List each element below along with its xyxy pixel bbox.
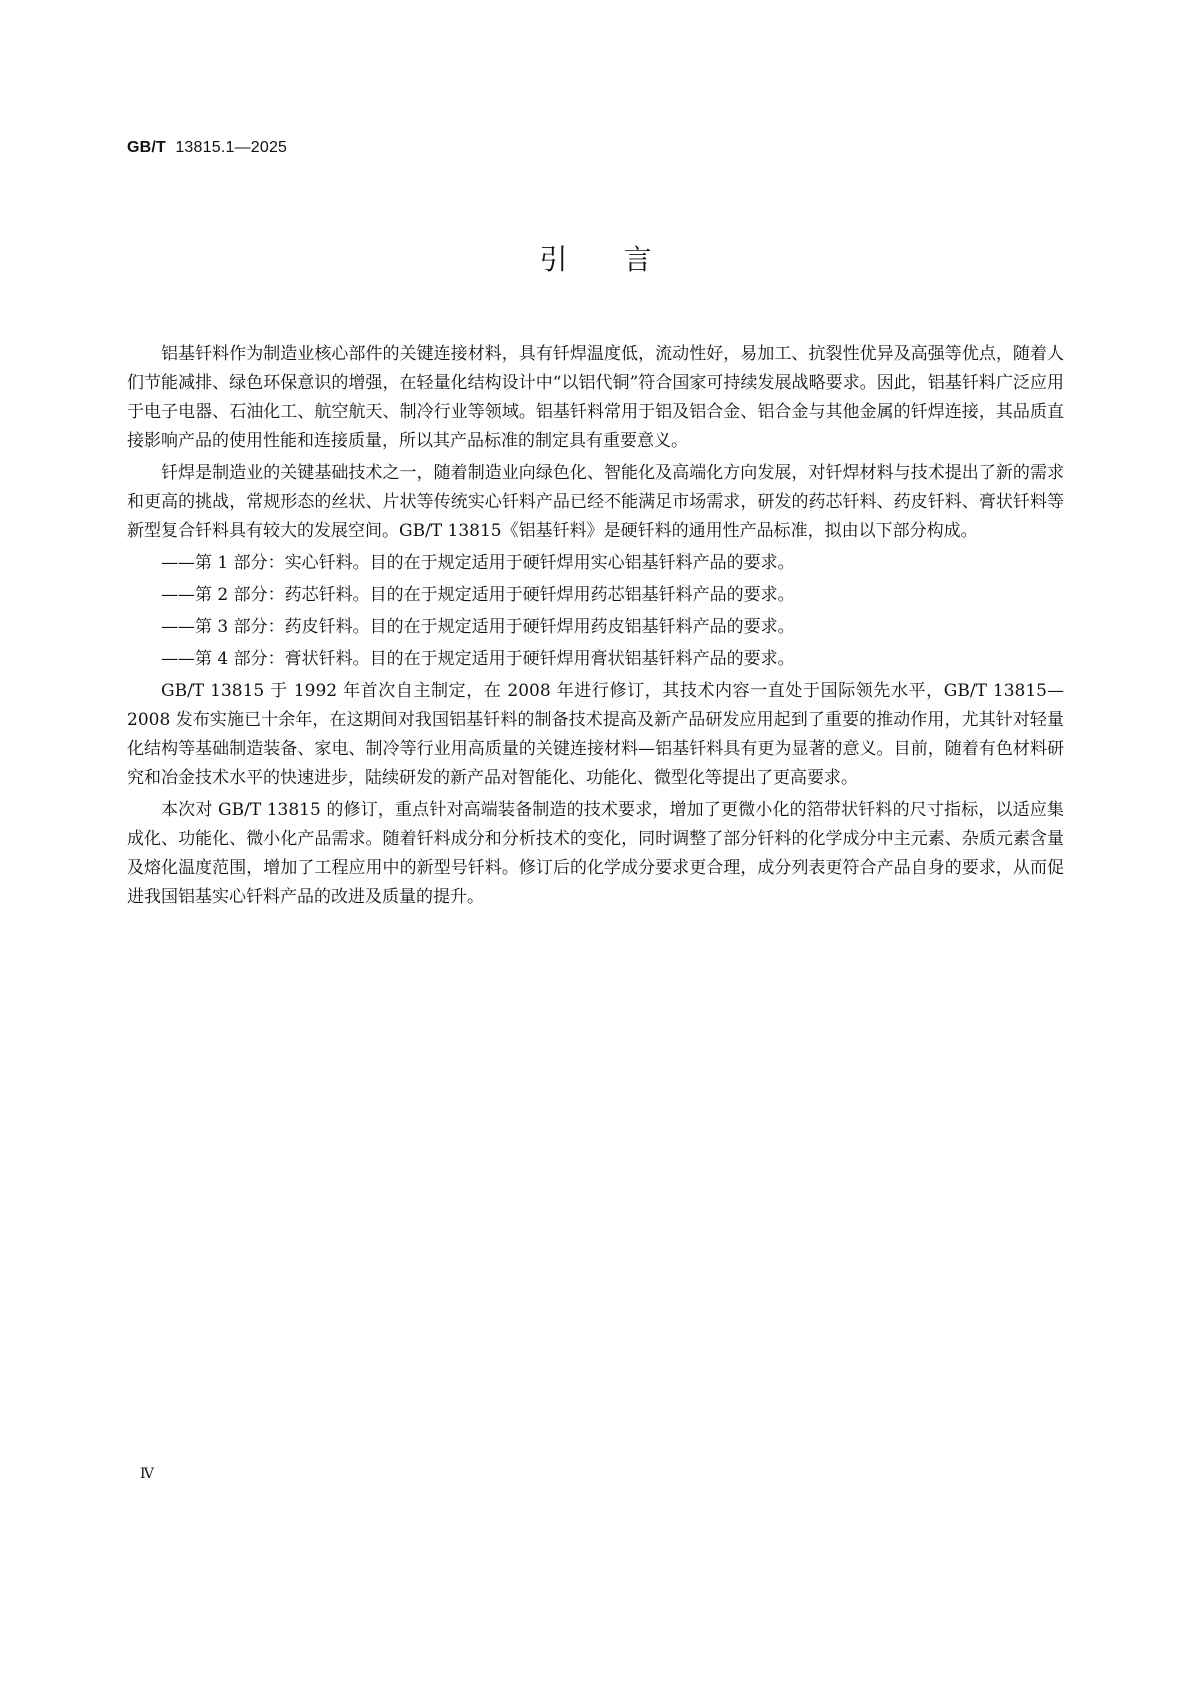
standard-code-header [127,139,287,157]
list-item-part-2: ——第 2 部分：药芯钎料。目的在于规定适用于硬钎焊用药芯铝基钎料产品的要求。 [161,585,795,605]
paragraph-intro-materials: 铝基钎料作为制造业核心部件的关键连接材料，具有钎焊温度低，流动性好，易加工、抗裂性优异及高强等优点，随着人们节能减排、绿色环保意识的增强，在轻量化结构设计中“以铝代铜”符合国家可持续发展战略要求。因此，铝基钎料广泛应用于电子电器、石油化工、航空航天、制冷行业等领域。铝基钎料常用于铝及铝合金、铝合金与其他金属的钎焊连接，其品质直接影响产品的使用性能和连接质量，所以其产品标准的制定具有重要意义。 [127,344,1064,451]
paragraph-history: GB/T 13815 于 1992 年首次自主制定，在 2008 年进行修订，其技术内容一直处于国际领先水平，GB/T 13815—2008 发布实施已十余年，在这期间对我国铝基钎料的制备技术提高及新产品研发应用起到了重要的推动作用，尤其针对轻量化结构等基础制造装备、家电、制冷等行业用高质量的关键连接材料—铝基钎料具有更为显著的意义。目前，随着有色材料研究和冶金技术水平的快速进步，陆续研发的新产品对智能化、功能化、微型化等提出了更高要求。 [127,681,1064,788]
standard-prefix: GB/T [127,139,167,156]
page-title: 引言 [539,243,708,276]
standard-number: 13815.1—2025 [175,139,288,156]
paragraph-revision: 本次对 GB/T 13815 的修订，重点针对高端装备制造的技术要求，增加了更微小化的箔带状钎料的尺寸指标，以适应集成化、功能化、微小化产品需求。随着钎料成分和分析技术的变化，同时调整了部分钎料的化学成分中主元素、杂质元素含量及熔化温度范围，增加了工程应用中的新型号钎料。修订后的化学成分要求更合理，成分列表更符合产品自身的要求，从而促进我国铝基实心钎料产品的改进及质量的提升。 [127,800,1064,907]
paragraph-brazing-technology: 钎焊是制造业的关键基础技术之一，随着制造业向绿色化、智能化及高端化方向发展，对钎焊材料与技术提出了新的需求和更高的挑战，常规形态的丝状、片状等传统实心钎料产品已经不能满足市场需求，研发的药芯钎料、药皮钎料、膏状钎料等新型复合钎料具有较大的发展空间。GB/T 13815《铝基钎料》是硬钎料的通用性产品标准，拟由以下部分构成。 [127,463,1064,541]
list-item-part-3: ——第 3 部分：药皮钎料。目的在于规定适用于硬钎焊用药皮铝基钎料产品的要求。 [161,617,795,637]
introduction-body [127,340,1064,915]
page-number: Ⅳ [140,1466,154,1482]
list-item-part-4: ——第 4 部分：膏状钎料。目的在于规定适用于硬钎焊用膏状铝基钎料产品的要求。 [161,649,795,669]
list-item-part-1: ——第 1 部分：实心钎料。目的在于规定适用于硬钎焊用实心铝基钎料产品的要求。 [161,553,795,573]
